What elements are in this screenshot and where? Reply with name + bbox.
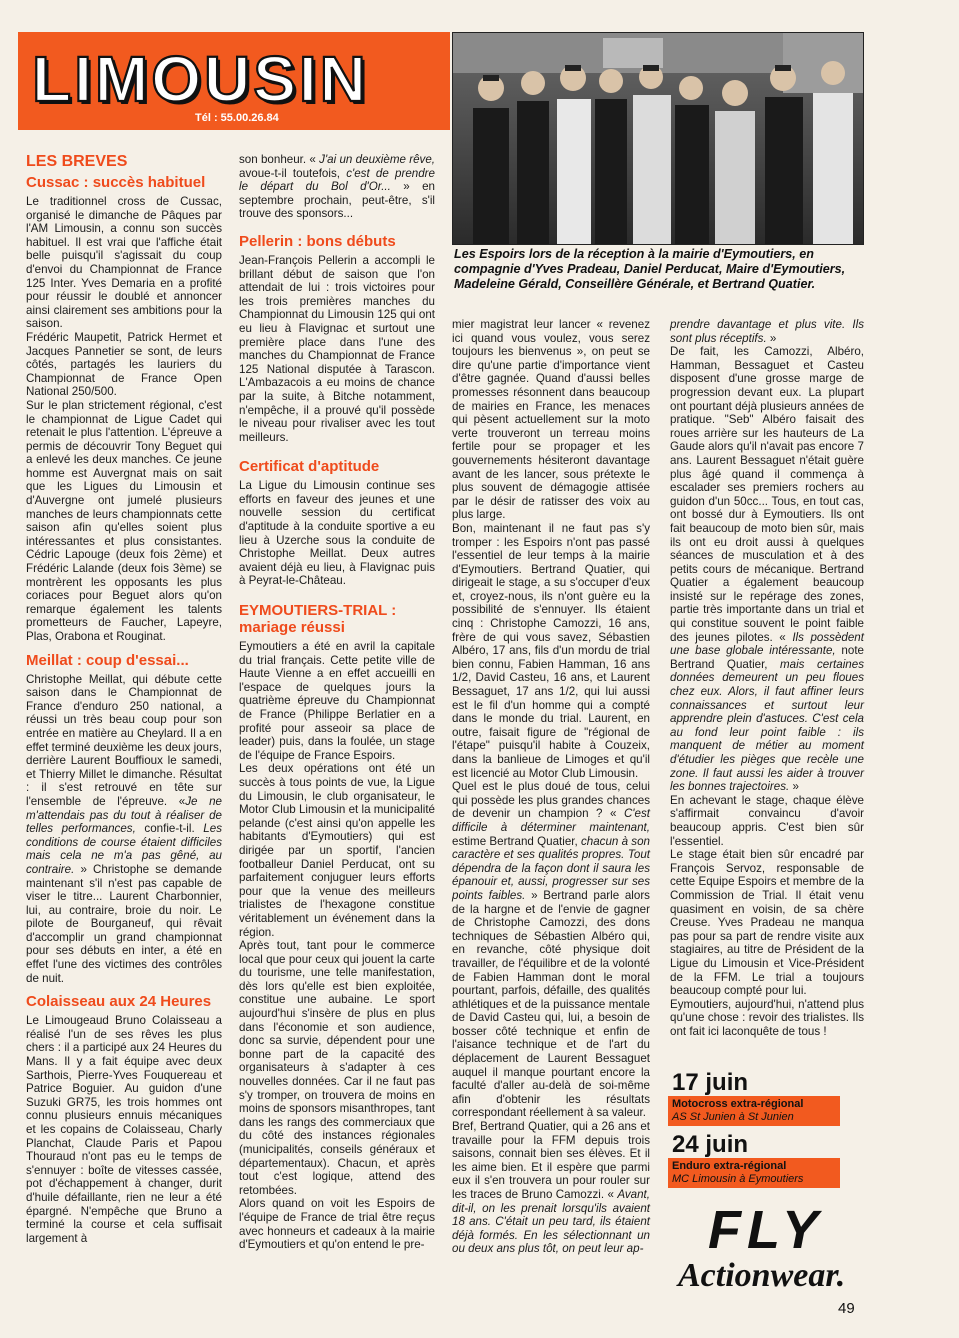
- quote-run: Ils possèdent une base globale intéressante,: [670, 630, 864, 658]
- column-2: [239, 153, 435, 1252]
- paragraph: Les deux opérations ont été un succès à tous points de vue, la Ligue du Limousin, le club organisateur, le Motor Club Limousin et la municipalité pelande (c'est ainsi qu'on appelle les habitants d'Eymoutiers) qui est dirigée par un sportif, l'ancien footballeur Daniel Perducat, ont su parfaitement conjuguer leurs efforts pour que la venue des meilleurs trialistes de l'hexagone constitue véritablement un événement dans la région.: [239, 762, 435, 939]
- text-run: De fait, les Camozzi, Albéro, Hamman, Bessaguet et Casteu disposent d'une grosse marge de progression devant eux. La plupart ont pourtant déjà plusieurs années de pratique. "Seb" Albéro faisait des roues arrière sur les hauteurs de La Gaude alors qu'il n'avait pas encore 7 ans. Laurent Bessaguet n'était guère plus âgé quand il commença à escalader ses premiers rochers au guidon d'un 50cc... Tous, en tout cas, ont bossé dur à Eymoutiers. Ils ont fait beaucoup de moto bien sûr, mais ils ont eu droit aussi à quelques séances de musculation et à des petits cours de mécanique. Bertrand Quatier a également beaucoup insisté sur le repérage des zones, partie très importante dans un trial et qui constitue souvent le point faible des jeunes pilotes. «: [670, 345, 865, 644]
- text-run: » Christophe se demande maintenant s'il n'est pas capable de viser le titre... Laurent Charbonnier, lui, au contraire, broie du noir. Le pilote de Bourganeuf, qui rêvait d'accomplir un grand championnat pour ses débuts en inter, a été en effet l'une des victimes des contrôles de nuit.: [26, 862, 222, 985]
- paragraph: En achevant le stage, chaque élève s'affirmait convaincu d'avoir beaucoup appris. C'est bien sûr l'essentiel.: [670, 793, 864, 848]
- text-run: son bonheur. «: [239, 153, 320, 166]
- paragraph: Le Limougeaud Bruno Colaisseau a réalisé l'un de ses rêves les plus chers : il a participé aux 24 Heures du Mans. Il y a fait équipe avec deux Sarthois, Pierre-Yves Fouquereau et Patrice Boguier. Au guidon d'une Suzuki GR75, les trois hommes ont connu plusieurs ennuis mécaniques et les copains de Colaisseau, Charly Planchat, Claude Paris et Papou Thouraud n'ont pas eu le temps de s'ennuyer : boîte de vitesses cassée, pot d'échappement à changer, durit d'huile défaillante, rien ne leur a été épargné. N'empêche que Bruno a terminé la course et cela suffisait largement à: [26, 1014, 222, 1245]
- section-heading-meillat: Meillat : coup d'essai...: [26, 651, 189, 669]
- paragraph: Frédéric Maupetit, Patrick Hermet et Jacques Pannetier se sont, de leurs côtés, partagés les lauriers du Championnat de France Open National 250/500.: [26, 330, 222, 399]
- paragraph: La Ligue du Limousin continue ses efforts en faveur des jeunes et une nouvelle session du certificat d'aptitude à la conduite sportive a eu lieu à Uzerche sous la conduite de Christophe Meillat. Deux autres avaient déjà eu lieu, à Flavignac puis à Peyrat-le-Château.: [239, 479, 435, 588]
- section-heading-pellerin: Pellerin : bons débuts: [239, 232, 396, 250]
- text-run: avoue-t-il toutefois,: [239, 166, 347, 180]
- event-box: [668, 1096, 840, 1126]
- paragraph: [239, 153, 435, 221]
- quote-run: C'est difficile à déterminer maintenant,: [452, 807, 650, 834]
- quote-run: chacun à son caractère et ses qualités propres. Tout dépendra de la façon dont il saura les épanouir et, aussi, progresser sur ses points faibles.: [452, 834, 650, 902]
- paragraph: [670, 318, 864, 345]
- section-heading-certificat: Certificat d'aptitude: [239, 458, 380, 476]
- section-logo: LIMOUSIN: [32, 43, 369, 115]
- ad-brand: FLY: [708, 1200, 824, 1260]
- column-4: [670, 318, 864, 1038]
- fly-actionwear-ad: [668, 1200, 938, 1295]
- subheading-cussac: Cussac : succès habituel: [26, 174, 206, 191]
- phone-number: Tél : 55.00.26.84: [195, 112, 279, 124]
- quote-run: c'est de prendre le départ du Bol d'Or...: [239, 166, 435, 194]
- text-run: Bref, Bertrand Quatier, qui a 26 ans et travaille pour la FFM depuis trois saisons, connait bien ses élèves. Et il les aime bien. Et il espère que parmi eux il s'en trouvera un pour rouler sur les traces de Bruno Camozzi. «: [452, 1120, 650, 1201]
- paragraph: Eymoutiers a été en avril la capitale du trial français. Cette petite ville de Haute Vienne a en effet accueilli en l'espace de quelques jours la quatrième épreuve du Championnat de France (Philippe Berlatier en a profité pour asseoir sa place de leader) puis, dans la foulée, un stage de l'équipe de France Espoirs.: [239, 640, 435, 762]
- paragraph: mier magistrat leur lancer « revenez ici quand vous voulez, vous serez toujours les bienvenus », on peut se dire qu'une partie d'importance vient d'être gagnée. Quand d'aussi belles promesses résonnent dans beaucoup de mairies en France, les menaces qui pèsent actuellement sur la moto verte trouveront un terreau moins fertile pour se propager et les gouvernements hésiteront davantage avant de les lancer, sous prétexte le plus souvent de démagogie attisée par le désir de ratisser des voix au plus large.: [452, 318, 650, 522]
- paragraph: Le stage était bien sûr encadré par François Servoz, responsable de cette Equipe Espoirs et membre de la Commission de Trial. Il était venu quasiment en voisin, de sa chère Creuse. Yves Pradeau ne manqua pas pour sa part de rendre visite aux stagiaires, au titre de Président de la Ligue du Limousin et Vice-Président de la FFM. Le trial a toujours beaucoup compté pour lui.: [670, 848, 864, 998]
- paragraph: [452, 780, 650, 1120]
- event-2: [668, 1132, 840, 1188]
- section-heading-colaisseau: Colaisseau aux 24 Heures: [26, 993, 212, 1011]
- column-3: [452, 318, 650, 1256]
- event-place: MC Limousin à Eymoutiers: [672, 1173, 804, 1185]
- quote-run: Je ne m'attendais pas du tout à réaliser de telles performances,: [26, 794, 222, 836]
- ad-tagline: Actionwear.: [678, 1257, 846, 1294]
- paragraph: Jean-François Pellerin a accompli le brillant début de saison que l'on attendait de lui : trois victoires pour les trois premières manches du Championnat du Limousin 125 qui ont eu lieu à Flavignac et surtout une première place dans l'une des manches du Championnat de France 125 National disputée à Tarascon. L'Ambazacois a eu moins de chance par la suite, à Bitche notamment, n'empêche, il a prouvé qu'il possède le niveau pour rivaliser avec les tout meilleurs.: [239, 253, 435, 444]
- paragraph: Eymoutiers, aujourd'hui, n'attend plus qu'une chose : revoir des trialistes. Ils ont fait ici laconquête de tous !: [670, 997, 864, 1038]
- paragraph: [26, 673, 222, 986]
- page-number: 49: [838, 1300, 855, 1317]
- section-heading-breves: LES BREVES: [26, 153, 128, 170]
- paragraph: Sur le plan strictement régional, c'est le championnat de Ligue Cadet qui retenait le plus l'attention. L'épreuve a permis de découvrir Tony Beguet qui a enlevé les deux manches. Ce jeune homme est Auvergnat mais on sait que les Ligues du Limousin et d'Auvergne ont jumelé plusieurs manches de leurs championnats cette saison afin qu'elles soient plus intéressantes et plus consistantes. Cédric Lapouge (deux fois 2ème) et Frédéric Lalande (deux fois 3ème) se montrèrent les opposants les plus coriaces pour Beguet alors qu'on remarque également les talents prometteurs de Faucher, Lapeyre, Plas, Orabona et Rouginat.: [26, 398, 222, 643]
- paragraph: Après tout, tant pour le commerce local que pour ceux qui jouent la carte du tourisme, une telle manifestation, dès lors qu'elle est bien exploitée, constitue une aubaine. Le sport aujourd'hui s'insère de plus en plus dans l'économie et son audience, donc sa survie, dépendent pour une bonne part de la capacité des organisateurs à s'adapter à ces nouvelles données. Car il ne faut pas s'y tromper, on trouvera de moins en moins de sponsors misanthropes, tant dans les rangs des commerciaux que du côté des instances régionales (municipalités, conseils généraux et départementaux). Chacun, et après tout c'est logique, attend des retombées.: [239, 939, 435, 1197]
- event-box: [668, 1158, 840, 1188]
- photo-caption: Les Espoirs lors de la réception à la mairie d'Eymoutiers, en compagnie d'Yves Pradeau, Daniel Perducat, Maire d'Eymoutiers, Madeleine Gérald, Conseillère Générale, et Bertrand Quatier.: [454, 247, 846, 291]
- paragraph: Bon, maintenant il ne faut pas s'y tromper : les Espoirs n'ont pas passé l'essentiel de leur temps à la mairie d'Eymoutiers. Bertrand Quatier, qui dirigeait le stage, a su s'occuper d'eux et, croyez-nous, ils n'ont guère eu la possibilité de s'ennuyer. Ils étaient cinq : Christophe Camozzi, 16 ans, frère de qui vous savez, Sébastien Albéro, 17 ans, fils d'un mordu de trial bien connu, Fabien Hamman, 16 ans 1/2, David Casteu, 16 ans, et Laurent Bessaguet, 17 ans 1/2, qui lui aussi est le fil d'un homme qui a compté dans le monde du trial. Laurent, en outre, faisait figure de "régional de l'étape" puisqu'il habite à Couzeix, dans la banlieue de Limoges et qu'il est licencié au Motor Club Limousin.: [452, 521, 650, 780]
- paragraph: [452, 1120, 650, 1256]
- column-1: [26, 153, 222, 1245]
- quote-run: prendre davantage et plus vite. Ils sont plus réceptifs.: [670, 318, 864, 345]
- quote-run: Avant, dit-il, on les prenait lorsqu'ils avaient 18 ans. C'était un peu tard, ils étaient déjà formés. En les sélectionnant un ou deux ans plus tôt, on peut leur ap-: [452, 1188, 650, 1256]
- text-run: Christophe Meillat, qui débute cette saison dans le Championnat de France d'enduro 250 national, a réussi un très beau coup pour son entrée en matière au Cheylard. Il a en effet terminé deuxième les deux jours, derrière Laurent Bouffioux le samedi, et Thierry Millet le dimanche. Résultat : il s'est retrouvé en tête sur l'ensemble de l'épreuve. «: [26, 672, 222, 808]
- event-date: 24 juin: [672, 1131, 749, 1158]
- fly-logo: [668, 1200, 938, 1295]
- text-run: estime Bertrand Quatier,: [452, 834, 581, 848]
- event-date: 17 juin: [672, 1069, 749, 1096]
- event-place: AS St Junien à St Junien: [672, 1111, 794, 1123]
- text-run: » en septembre prochain, peut-être, s'il trouve des sponsors...: [239, 180, 435, 221]
- paragraph: Le traditionnel cross de Cussac, organisé le dimanche de Pâques par l'AM Limousin, a connu son succès habituel. Il est vrai que l'affiche était belle puisqu'il s'agissait du coup d'envoi du Championnat de France 125 Inter. Yves Demaria en a profité pour réussir le doublé et annoncer ainsi clairement ses ambitions pour la saison.: [26, 195, 222, 331]
- section-heading-mariage: mariage réussi: [239, 619, 345, 637]
- quote-run: mais certaines données demeurent un peu floues chez eux. Alors, il faut affiner leurs connaissances et surtout leur apprendre plein d'astuces. C'est cela au fond leur point faible : ils manquent de métier au moment d'étudier les pièges que recèle une zone. Il faut aussi les aider à trouver les bonnes trajectoires.: [670, 657, 864, 794]
- event-title: Enduro extra-régional: [672, 1160, 787, 1172]
- event-title: Motocross extra-régional: [672, 1098, 804, 1110]
- quote-run: J'ai un deuxième rêve,: [319, 153, 436, 166]
- paragraph: Alors quand on voit les Espoirs de l'équipe de France de trial être reçus avec honneurs et cadeaux à la mairie d'Eymoutiers et qu'on entend le pre-: [239, 1197, 435, 1252]
- section-heading-eymoutiers: EYMOUTIERS-TRIAL :: [239, 602, 397, 620]
- header-rule: [18, 127, 450, 130]
- text-run: »: [766, 331, 777, 345]
- photo-illustration: [453, 33, 864, 245]
- text-run: note Bertrand Quatier,: [670, 644, 864, 671]
- text-run: Quel est le plus doué de tous, celui qui possède les plus grandes chances de devenir un champion ? «: [452, 780, 650, 821]
- text-run: confie-t-il.: [135, 822, 204, 836]
- quote-run: Les conditions de course étaient difficiles mais cela ne m'a pas gêné, au contraire.: [26, 822, 222, 876]
- team-photo: [452, 32, 864, 245]
- paragraph: [670, 345, 864, 794]
- text-run: » Bertrand parle alors de la hargne et de l'envie de gagner de Christophe Camozzi, des dons techniques de Sébastien Albéro qui, en revanche, côté physique doit travailler, de l'équilibre et de la volonté de Fabien Hamman dont le moral pourtant, parfois, défaille, des qualités athlétiques et de la puissance mentale de David Casteu qui, lui, a besoin de bosser côté technique et enfin de l'aisance technique et de l'art du déplacement de Laurent Bessaguet auquel il manque pourtant encore la faculté d'aller au-delà de soi-même afin d'obtenir les résultats correspondant réellement à sa valeur.: [452, 888, 650, 1120]
- event-1: [668, 1070, 840, 1126]
- text-run: »: [789, 780, 799, 794]
